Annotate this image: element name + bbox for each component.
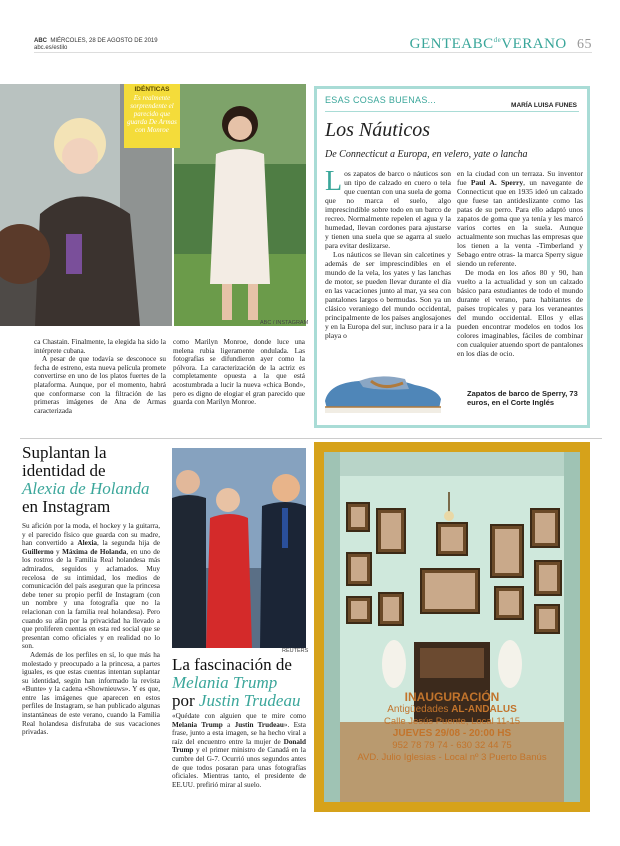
alexia-father: Guillermo — [22, 547, 54, 556]
ad-frame-4 — [490, 524, 524, 578]
boat-shoe-illustration — [319, 365, 447, 419]
ad-frame-9 — [494, 586, 524, 620]
ad-title: INAUGURACIÓN — [404, 690, 500, 704]
alexia-headline-3: en Instagram — [22, 497, 111, 516]
identicas-title: IDÉNTICAS — [134, 86, 170, 93]
ad-frame-10 — [534, 560, 562, 596]
alexia-p2: Además de los perfiles en sí, lo que más ha molestado y preocupado a la princesa, a partes iguales, es que estas cuentas intentan suplantar su identidad, según han informado la revista «Bunte» y la cadena «Shownieuws». Y es que, entre las imágenes que aparecen en estos perfiles de Instagram, se han publicado algunas instantáneas de este verano, cuando la Familia Real holandesa disfrutaba de sus vacaciones privadas. — [22, 650, 160, 737]
photo-melania-trudeau — [172, 448, 306, 648]
photo-credit-reuters: REUTERS — [282, 648, 309, 654]
identicas-label — [124, 84, 180, 148]
photo-credit-instagram: ABC / INSTAGRAM — [260, 320, 309, 326]
trudeau-body — [172, 712, 306, 789]
section-gente: GENTE — [409, 36, 462, 52]
ad-frame-7 — [420, 568, 480, 614]
ad-frame-2 — [376, 508, 406, 554]
top-story-col2 — [173, 338, 305, 407]
nauticos-subtitle: De Connecticut a Europa, en velero, yate o lancha — [325, 149, 528, 160]
nauticos-inventor: Paul A. Sperry — [470, 178, 524, 187]
photo-ana-illustration — [174, 84, 309, 326]
ad-line-4: 952 78 79 74 - 630 32 44 75 — [392, 740, 512, 751]
header-rule — [34, 52, 592, 53]
ad-frame-6 — [346, 552, 372, 586]
ad-line-2: Calle Jesús Puente, Local 11-15 — [383, 716, 521, 727]
trudeau-p1a: «Quédate con alguien que te mire como — [172, 712, 306, 720]
ad-frame-5 — [530, 508, 560, 548]
ad-frame-1 — [346, 502, 370, 532]
ad-frame-3 — [436, 522, 468, 556]
brand-name: ABC — [34, 38, 47, 44]
ad-line-1 — [324, 704, 580, 716]
nauticos-box — [314, 86, 590, 428]
top-col1-p2: A pesar de que todavía se desconoce su fecha de estreno, esta nueva película promete convertirse en uno de los platos fuertes de la plataforma. Aunque, por el momento, habrá que conformarse con la filtración de las primeras imágenes de Ana de Armas caracterizada — [34, 355, 166, 415]
section-abc: ABC — [461, 36, 494, 52]
nauticos-col2-p1c: , un navegante de Connecticut que en 1935 ideó un calzado que fuese tan antideslizante como las patas de su perro. Para ello adaptó unos zapatos de goma que ya tenía y les marcó varios cortes en la suela. Aunque actualmente son muchas las empresas que los tienen a la venta -Timberland y Sebago entre otras- la marca Sperry sigue siendo un referente. — [457, 178, 584, 268]
ad-frame-12 — [534, 604, 560, 634]
nauticos-dropcap: L — [325, 166, 343, 197]
ad-text-block — [324, 690, 580, 764]
section-de: de — [493, 36, 502, 44]
trudeau-headline-trudeau: Justin Trudeau — [198, 691, 301, 710]
nauticos-col1-p2: Los náuticos se llevan sin calcetines y además de ser imprescindibles en el mundo de la vela, los yates y las lanchas de motor, se pueden llevar durante el día en las vacaciones junto al mar, ya sea con pantalones largos o bermudas. Son ya un clásico veraniego del mundo occidental, principalmente de los países anglosajones y en la Europa del sur, incluso para ir a la playa o — [325, 250, 451, 340]
ad-line-1b: AL-ANDALUS — [451, 704, 517, 715]
trudeau-headline — [172, 656, 310, 710]
alexia-headline — [22, 444, 162, 516]
ad-line-3: JUEVES 29/08 - 20:00 HS — [392, 728, 512, 739]
alexia-p1e: y — [53, 547, 63, 556]
ad-line-5: AVD. Julio Iglesias - Local nº 3 Puerto Banús — [357, 752, 547, 763]
trudeau-donald-name: Donald Trump — [172, 737, 306, 755]
top-col2-p1: como Marilyn Monroe, donde luce una melena rubia ligeramente ondulada. Las fotografías se difundieron ayer como la pólvora. La caracterización de la actriz es completamente opuesta a la que está acostumbrada a lucir la nueva «chica Bond», pero es digno de elogiar el gran parecido que guarda con Marilyn Monroe. — [173, 338, 305, 407]
separator-horizontal — [20, 438, 602, 439]
section-header — [410, 36, 592, 53]
identicas-text: Es realmente sorprendente el parecido que guarda De Armas con Monroe — [127, 94, 177, 134]
date-line: MIÉRCOLES, 28 DE AGOSTO DE 2019 — [50, 38, 158, 44]
alexia-body — [22, 522, 160, 737]
trudeau-p1c: a — [222, 720, 235, 729]
nauticos-col2-p2: De moda en los años 80 y 90, han vuelto a la actualidad y son un calzado básico para estudiantes de todo el mundo durante el verano, para habitantes de países tropicales y para los veraneantes del mundo occidental. Ellos y ellas pueden encontrar modelos en todos los colores imaginables, fáciles de combinar con cualquier atuendo sport de pantalones en los días de ocio. — [457, 268, 583, 358]
nauticos-col1-p1: os zapatos de barco o náuticos son un tipo de calzado en cuero o tela que cuentan con una suela de goma que no marca el suelo, algo imprescindible sobre todo en un barco de recreo. Normalmente repelen el agua y la humedad, llevan cordones para ajustarse y tienen una suela que se agarra al suelo para evitar deslizarse. — [325, 169, 451, 250]
alexia-p1a: Su afición por la moda, el hockey y la guitarra, y el parecido físico que guarda con su madre, han convertido a — [22, 522, 160, 548]
ad-frame-8 — [378, 592, 404, 626]
photo-melania-illustration — [172, 448, 306, 648]
site-url: abc.es/estilo — [34, 45, 68, 51]
nauticos-col1 — [325, 166, 451, 340]
alexia-p1c: , la segunda hija de — [97, 539, 160, 548]
ad-line-1a: Antigüedades — [387, 704, 452, 715]
top-col1-p1: ca Chastain. Finalmente, la elegida ha sido la intérprete cubana. — [34, 338, 166, 355]
alexia-headline-name: Alexia de Holanda — [22, 479, 150, 498]
nauticos-col2 — [457, 169, 583, 358]
trudeau-headline-por: por — [172, 691, 195, 710]
alexia-name: Alexia — [77, 539, 98, 548]
trudeau-melania-name: Melania Trump — [172, 720, 223, 729]
nauticos-kicker: ESAS COSAS BUENAS... — [325, 95, 437, 105]
nauticos-byline: MARÍA LUISA FUNES — [511, 102, 577, 109]
nauticos-kicker-rule — [325, 111, 579, 112]
trudeau-headline-melania: Melania Trump — [172, 673, 278, 692]
photo-ana-de-armas — [174, 84, 309, 326]
nauticos-col2-p1a: en la ciudad con un terraza. Su inventor fue — [457, 169, 583, 187]
trudeau-p1e: ». Esta frase, junto a esta imagen, se ha hecho viral a raíz del encuentro entre la mujer de — [172, 720, 306, 746]
alexia-mother: Máxima de Holanda — [62, 547, 127, 556]
trudeau-p1g: y el primer ministro de Canadá en la cumbre del G-7. Ocurrió unos segundos antes de que todos posaran para unas fotografías oficiales. Mientras tanto, el presidente de EE.UU. prefirió mirar al suelo. — [172, 746, 306, 789]
alexia-headline-1: Suplantan la identidad de — [22, 443, 107, 480]
nauticos-caption: Zapatos de barco de Sperry, 73 euros, en el Corte Inglés — [467, 389, 578, 407]
advertisement — [314, 442, 590, 812]
section-verano: VERANO — [501, 36, 567, 52]
alexia-p1g: , en uno de los rostros de la Familia Real holandesa más admirados, seguidos y aclamados. Muy recelosa de su intimidad, los medios de comunicación del país aseguran que la princesa debe tener su propio perfil de Instagram (con un nombre y una fotografía que no la relacionan con la familia real holandesa). Pero cuando su afán por la privacidad ha llevado a que proliferen cuentas en esta red social que se presentan como oficiales y en realidad no lo son. — [22, 547, 160, 651]
page-header-left — [34, 38, 158, 52]
page-number: 65 — [577, 37, 592, 52]
trudeau-justin-name: Justin Trudeau — [234, 720, 284, 729]
nauticos-title: Los Náuticos — [325, 119, 431, 141]
trudeau-headline-1: La fascinación de — [172, 655, 292, 674]
top-story-col1 — [34, 338, 166, 415]
ad-frame-11 — [346, 596, 372, 624]
